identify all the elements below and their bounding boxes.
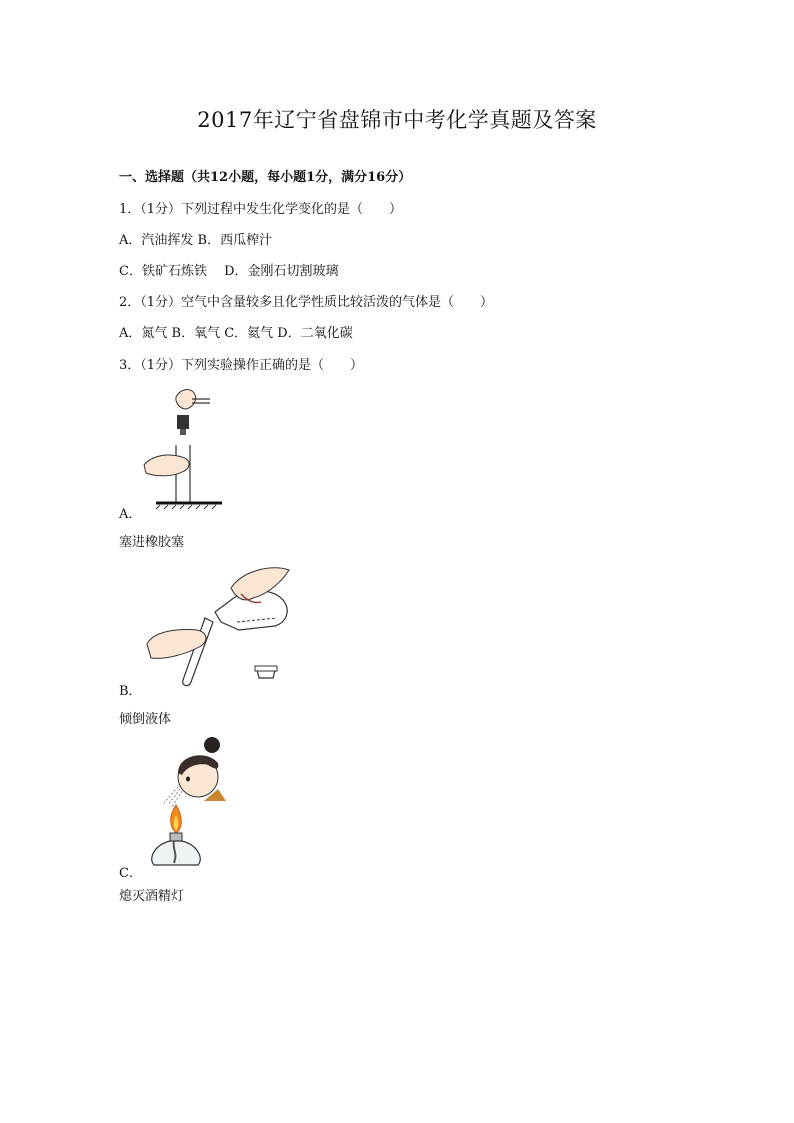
option-b-letter: B． (119, 684, 142, 699)
question-2-stem: 2．（1分）空气中含量较多且化学性质比较活泼的气体是（ ） (119, 295, 494, 310)
question-1-options-ab: A．汽油挥发 B．西瓜榨汁 (119, 233, 273, 248)
insert-stopper-illustration (138, 385, 228, 510)
option-a-letter: A． (119, 507, 142, 522)
option-c-caption: 熄灭酒精灯 (119, 889, 185, 904)
option-b-caption: 倾倒液体 (119, 712, 172, 727)
option-c-letter: C． (119, 866, 142, 881)
option-a-caption: 塞进橡胶塞 (119, 535, 185, 550)
question-1-stem: 1．（1分）下列过程中发生化学变化的是（ ） (119, 202, 403, 217)
section-heading: 一、选择题（共12小题，每小题1分，满分16分） (119, 170, 412, 185)
question-2-options: A．氮气 B．氧气 C．氦气 D．二氧化碳 (119, 326, 353, 341)
question-3-stem: 3．（1分）下列实验操作正确的是（ ） (119, 358, 364, 373)
blow-out-lamp-illustration (148, 735, 228, 871)
pour-liquid-illustration (143, 560, 303, 690)
page-title: 2017年辽宁省盘锦市中考化学真题及答案 (197, 108, 597, 132)
question-1-options-cd: C．铁矿石炼铁 D．金刚石切割玻璃 (119, 264, 339, 279)
